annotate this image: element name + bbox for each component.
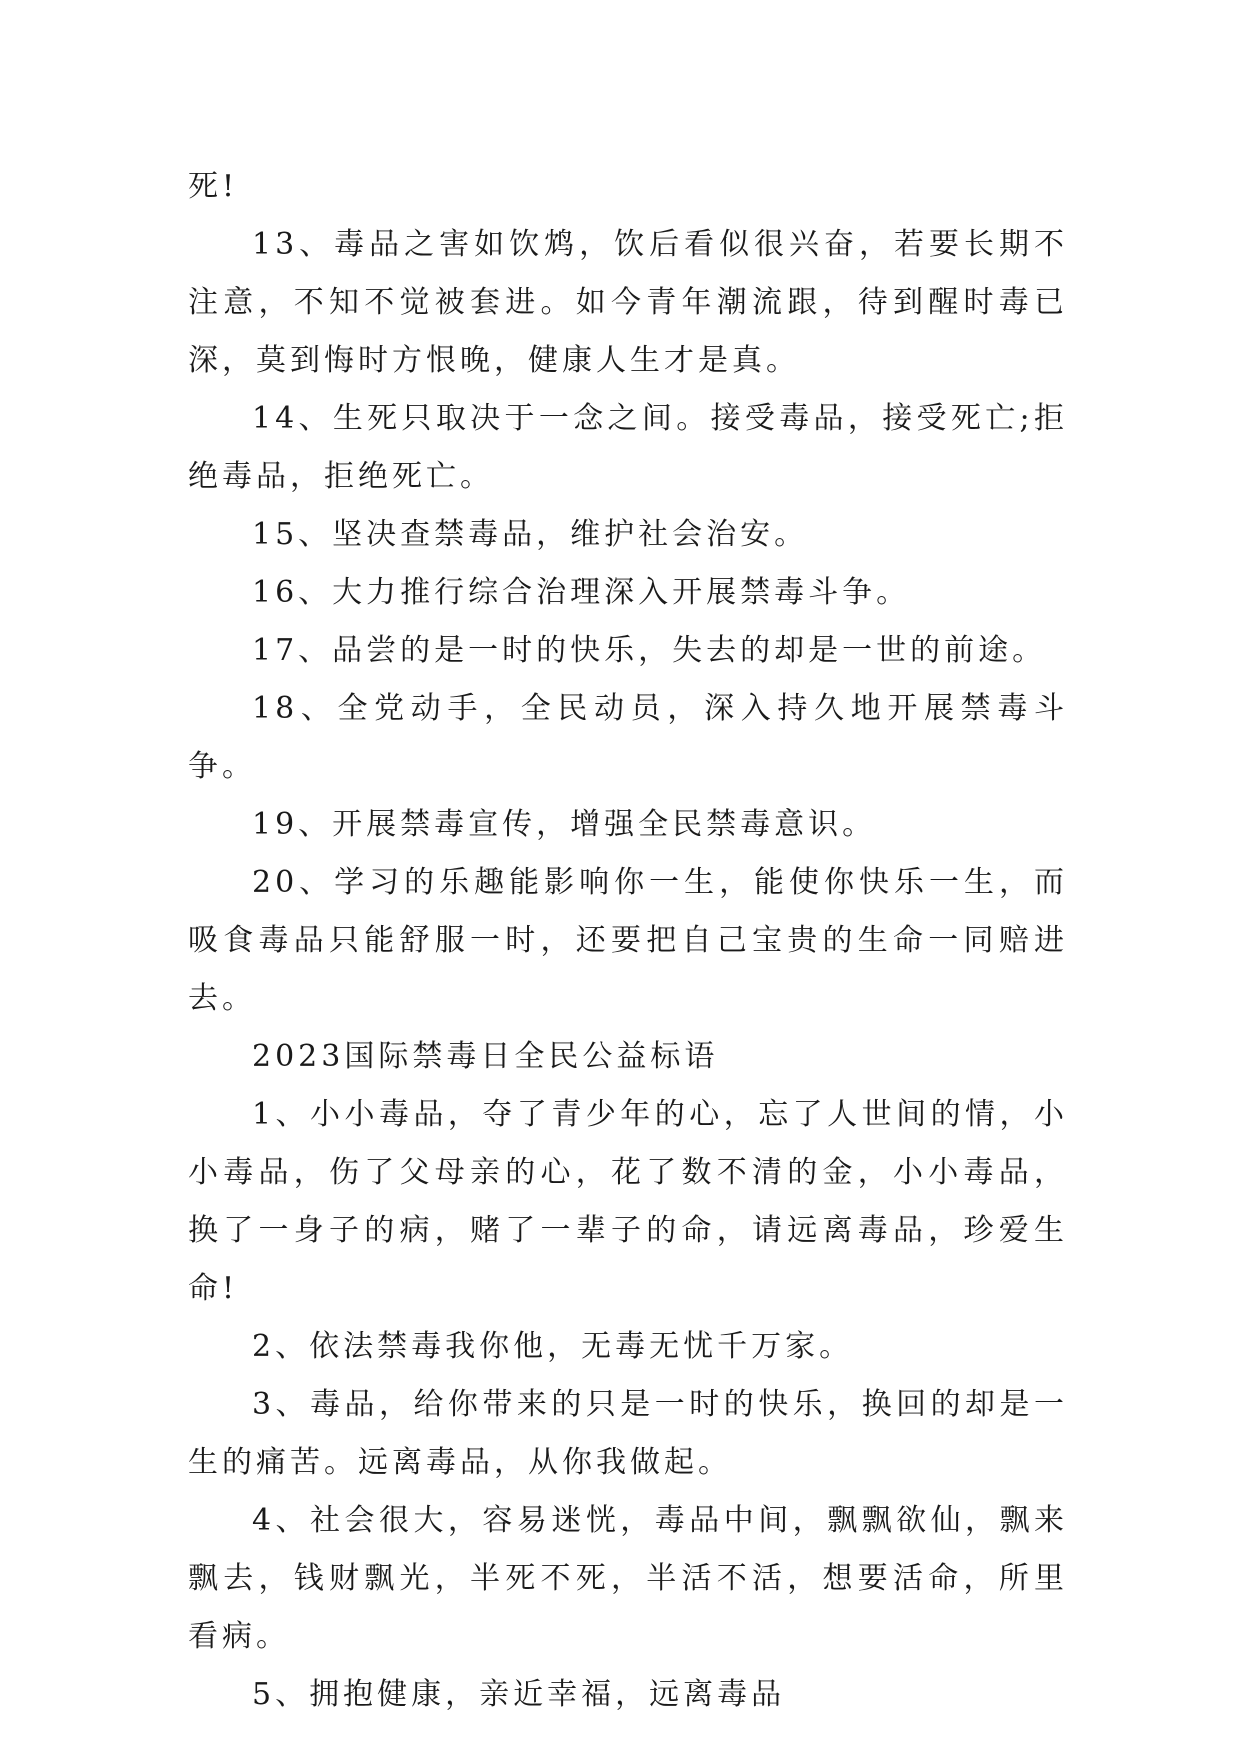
document-body <box>188 158 1068 1724</box>
paragraph-slogan-5: 5、拥抱健康，亲近幸福，远离毒品 <box>252 1677 786 1712</box>
paragraph-continuation: 死! <box>188 169 239 204</box>
paragraph-slogan-13: 13、毒品之害如饮鸩，饮后看似很兴奋，若要长期不注意，不知不觉被套进。如今青年潮流跟，待到醒时毒已深，莫到悔时方恨晚，健康人生才是真。 <box>188 227 1068 378</box>
section-heading: 2023国际禁毒日全民公益标语 <box>252 1039 719 1074</box>
paragraph-slogan-4: 4、社会很大，容易迷恍，毒品中间，飘飘欲仙，飘来飘去，钱财飘光，半死不死，半活不活，想要活命，所里看病。 <box>188 1503 1068 1654</box>
paragraph-slogan-2: 2、依法禁毒我你他，无毒无忧千万家。 <box>252 1329 854 1364</box>
paragraph-slogan-19: 19、开展禁毒宣传，增强全民禁毒意识。 <box>252 807 877 842</box>
paragraph-slogan-20: 20、学习的乐趣能影响你一生，能使你快乐一生，而吸食毒品只能舒服一时，还要把自己宝贵的生命一同赔进去。 <box>188 865 1068 1016</box>
paragraph-slogan-17: 17、品尝的是一时的快乐，失去的却是一世的前途。 <box>252 633 1047 668</box>
paragraph-slogan-3: 3、毒品，给你带来的只是一时的快乐，换回的却是一生的痛苦。远离毒品，从你我做起。 <box>188 1387 1068 1480</box>
paragraph-slogan-18: 18、全党动手，全民动员，深入持久地开展禁毒斗争。 <box>188 691 1068 784</box>
paragraph-slogan-14: 14、生死只取决于一念之间。接受毒品，接受死亡;拒绝毒品，拒绝死亡。 <box>188 401 1068 494</box>
paragraph-slogan-16: 16、大力推行综合治理深入开展禁毒斗争。 <box>252 575 911 610</box>
paragraph-slogan-15: 15、坚决查禁毒品，维护社会治安。 <box>252 517 809 552</box>
paragraph-slogan-1: 1、小小毒品，夺了青少年的心，忘了人世间的情，小小毒品，伤了父母亲的心，花了数不清的金，小小毒品，换了一身子的病，赌了一辈子的命，请远离毒品，珍爱生命! <box>188 1097 1068 1306</box>
